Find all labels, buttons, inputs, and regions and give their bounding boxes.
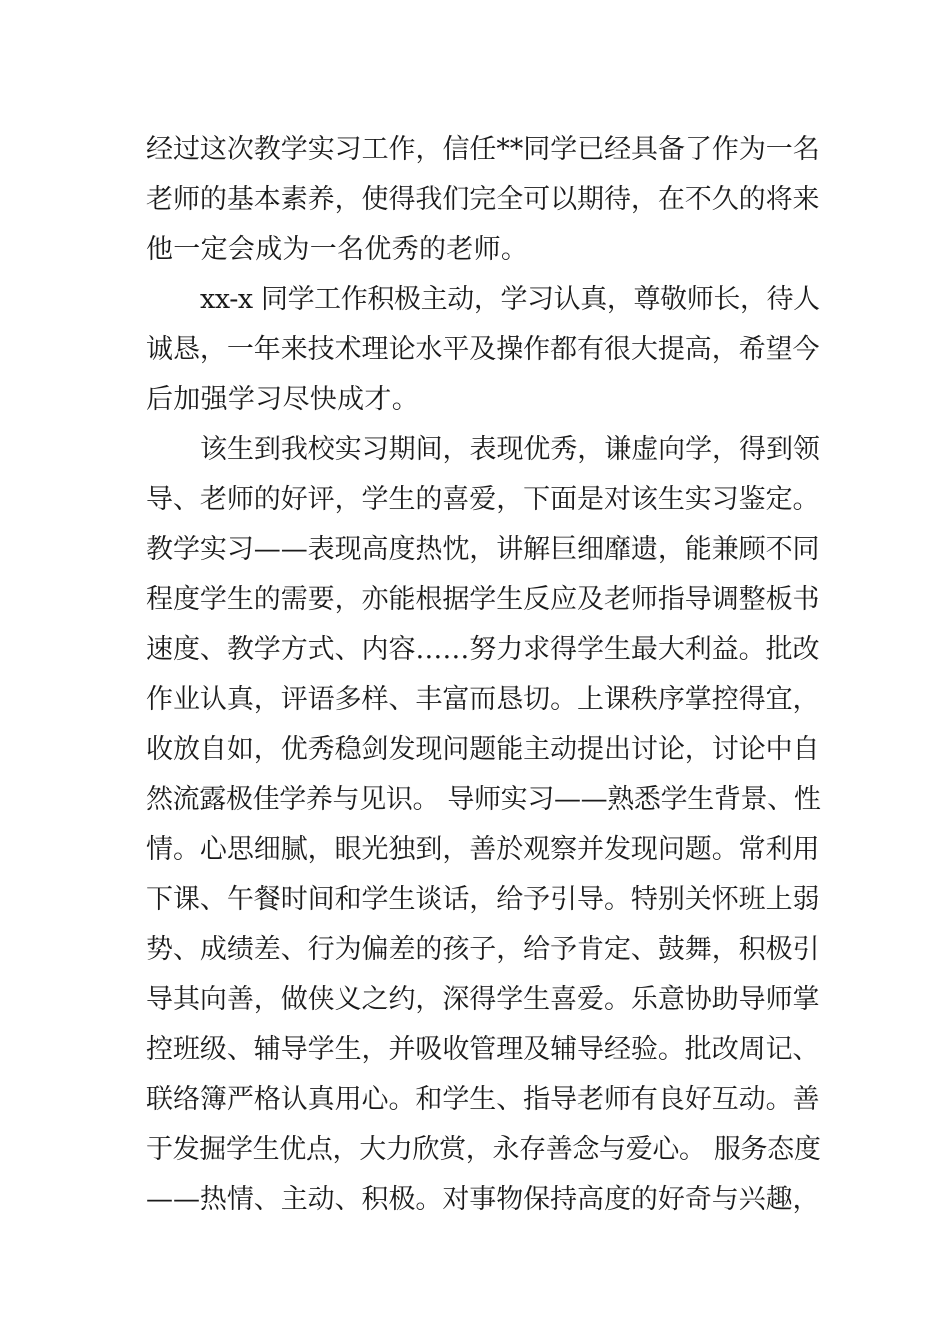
text-line: 老师的基本素养，使得我们完全可以期待，在不久的将来 — [146, 184, 820, 215]
text-line: 经过这次教学实习工作，信任**同学已经具备了作为一名 — [146, 134, 820, 165]
text-line: 联络簿严格认真用心。和学生、指导老师有良好互动。善 — [146, 1084, 820, 1115]
text-line: 控班级、辅导学生，并吸收管理及辅导经验。批改周记、 — [146, 1034, 820, 1065]
text-line: 导其向善，做侠义之约，深得学生喜爱。乐意协助导师掌 — [146, 984, 820, 1015]
text-line: 势、成绩差、行为偏差的孩子，给予肯定、鼓舞，积极引 — [146, 934, 820, 965]
text-line: 他一定会成为一名优秀的老师。 — [146, 234, 529, 265]
text-line: 作业认真，评语多样、丰富而恳切。上课秩序掌控得宜， — [146, 684, 820, 715]
text-line: 教学实习——表现高度热忱，讲解巨细靡遗，能兼顾不同 — [146, 534, 820, 565]
text-line: 情。心思细腻，眼光独到，善於观察并发现问题。常利用 — [146, 834, 820, 865]
text-line: 收放自如，优秀稳剑发现问题能主动提出讨论，讨论中自 — [146, 734, 820, 765]
paragraph-start-line: xx-x 同学工作积极主动，学习认真，尊敬师长，待人 — [200, 284, 820, 315]
text-line: 诚恳，一年来技术理论水平及操作都有很大提高，希望今 — [146, 334, 820, 365]
text-line: ——热情、主动、积极。对事物保持高度的好奇与兴趣， — [146, 1184, 820, 1215]
paragraph-start-line: 该生到我校实习期间，表现优秀，谦虚向学，得到领 — [200, 434, 820, 465]
text-line: 下课、午餐时间和学生谈话，给予引导。特别关怀班上弱 — [146, 884, 820, 915]
text-line: 导、老师的好评，学生的喜爱，下面是对该生实习鉴定。 — [146, 484, 820, 515]
text-line: 后加强学习尽快成才。 — [146, 384, 419, 415]
text-line: 速度、教学方式、内容……努力求得学生最大利益。批改 — [146, 634, 820, 665]
text-line: 然流露极佳学养与见识。 导师实习——熟悉学生背景、性 — [146, 784, 821, 815]
text-line: 于发掘学生优点，大力欣赏，永存善念与爱心。 服务态度 — [146, 1134, 821, 1165]
text-line: 程度学生的需要，亦能根据学生反应及老师指导调整板书 — [146, 584, 820, 615]
